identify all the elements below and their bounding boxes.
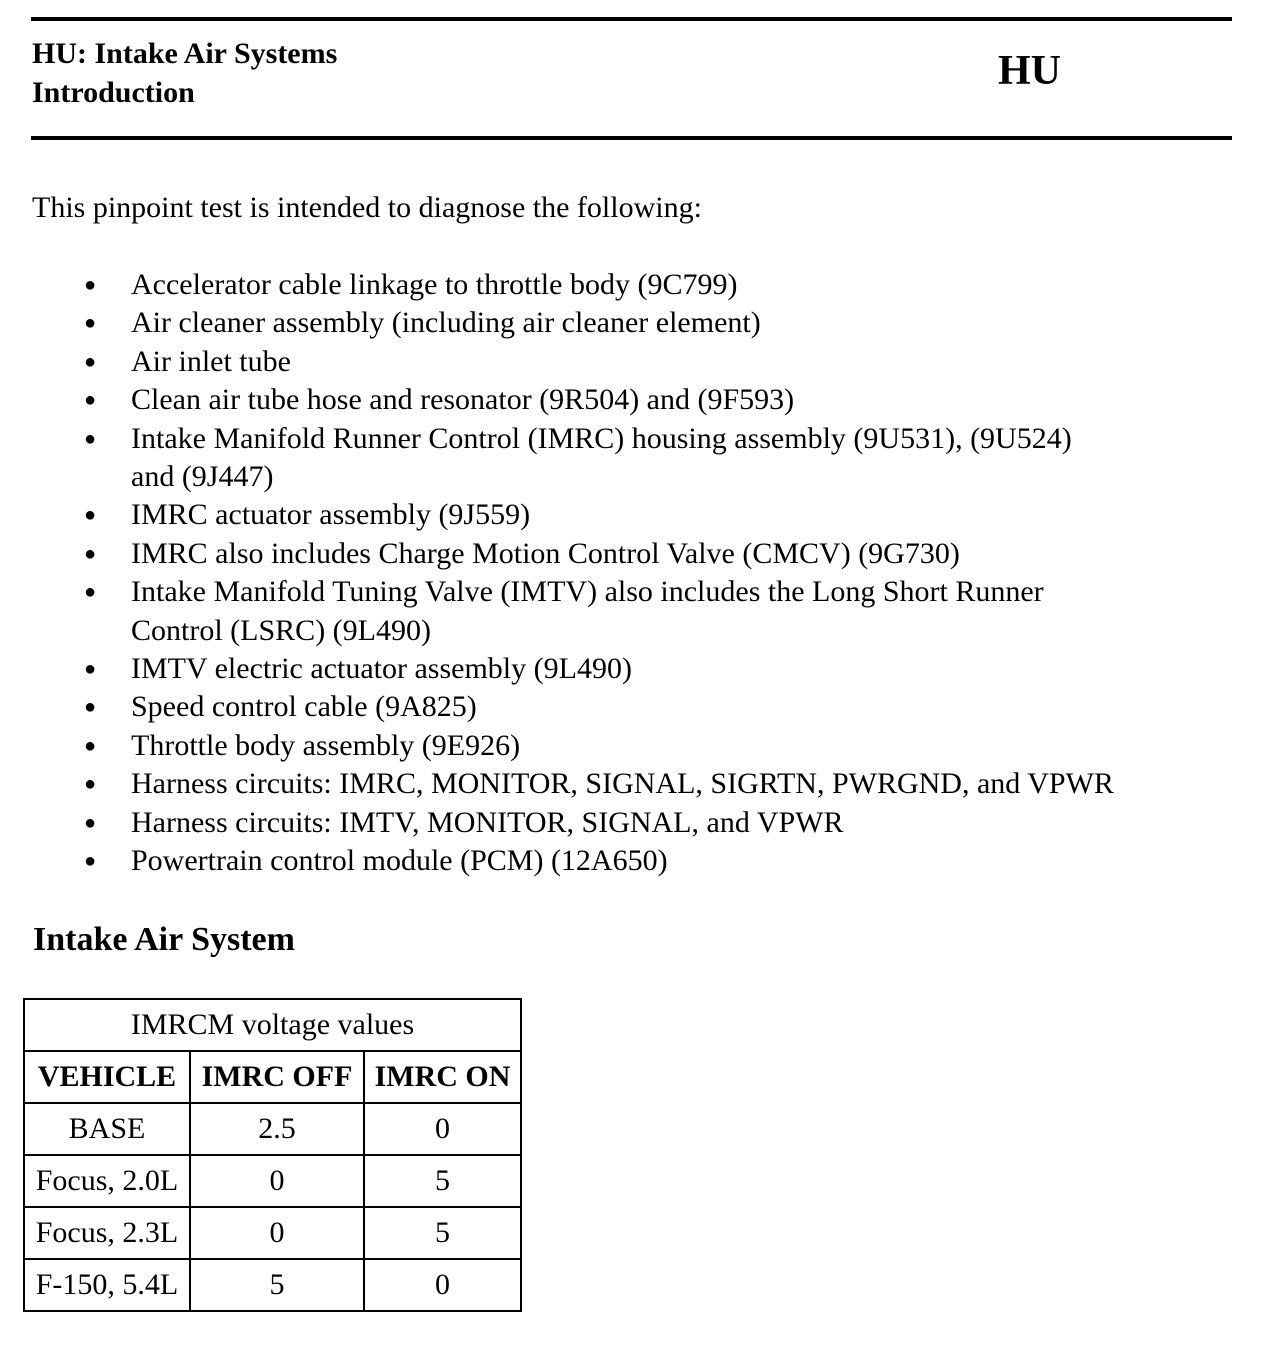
imrc-on-cell: 5 bbox=[364, 1207, 521, 1259]
list-item bbox=[0, 765, 1264, 803]
list-item bbox=[0, 535, 1264, 573]
list-item bbox=[0, 420, 1264, 497]
bullet-icon: ● bbox=[84, 734, 97, 757]
list-item-text: Harness circuits: IMTV, MONITOR, SIGNAL, and VPWR bbox=[131, 805, 844, 839]
vehicle-cell: Focus, 2.0L bbox=[24, 1155, 190, 1207]
bullet-icon: ● bbox=[84, 696, 97, 719]
column-header-imrc-off: IMRC OFF bbox=[190, 1051, 364, 1103]
list-item-text: Powertrain control module (PCM) (12A650) bbox=[131, 844, 668, 878]
list-item-text: IMTV electric actuator assembly (9L490) bbox=[131, 652, 632, 686]
imrc-off-cell: 5 bbox=[190, 1259, 364, 1311]
list-item bbox=[0, 650, 1264, 688]
list-item bbox=[0, 688, 1264, 726]
vehicle-cell: F-150, 5.4L bbox=[24, 1259, 190, 1311]
list-item-text: Speed control cable (9A825) bbox=[131, 690, 477, 724]
list-item bbox=[0, 304, 1264, 342]
header-title: HU: Intake Air Systems bbox=[32, 37, 338, 70]
table-row bbox=[24, 1155, 521, 1207]
list-item-text: Air cleaner assembly (including air cleaner element) bbox=[131, 306, 761, 340]
header-bottom-rule bbox=[31, 136, 1232, 140]
bullet-icon: ● bbox=[84, 581, 97, 604]
list-item bbox=[0, 266, 1264, 304]
bullet-icon: ● bbox=[84, 504, 97, 527]
vehicle-cell: BASE bbox=[24, 1103, 190, 1155]
list-item-text: Accelerator cable linkage to throttle body (9C799) bbox=[131, 268, 738, 301]
diagnosis-item-list bbox=[0, 266, 1264, 881]
imrc-on-cell: 5 bbox=[364, 1155, 521, 1207]
list-item-text: Control (LSRC) (9L490) bbox=[131, 613, 431, 647]
bullet-icon: ● bbox=[84, 811, 97, 834]
list-item bbox=[0, 727, 1264, 765]
list-item-text: and (9J447) bbox=[131, 460, 274, 494]
table-row bbox=[24, 1259, 521, 1311]
intro-text: This pinpoint test is intended to diagnose the following: bbox=[32, 191, 702, 224]
imrc-off-cell: 0 bbox=[190, 1155, 364, 1207]
table-header-row bbox=[24, 1051, 521, 1103]
list-item bbox=[0, 381, 1264, 419]
vehicle-cell: Focus, 2.3L bbox=[24, 1207, 190, 1259]
list-item-text: IMRC also includes Charge Motion Control Valve (CMCV) (9G730) bbox=[131, 536, 960, 570]
bullet-icon: ● bbox=[84, 427, 97, 450]
imrc-on-cell: 0 bbox=[364, 1259, 521, 1311]
list-item-text: IMRC actuator assembly (9J559) bbox=[131, 498, 531, 532]
table-row bbox=[24, 1207, 521, 1259]
section-code: HU bbox=[998, 48, 1061, 94]
list-item-text: Harness circuits: IMRC, MONITOR, SIGNAL, SIGRTN, PWRGND, and VPWR bbox=[131, 767, 1114, 801]
list-item-text: Intake Manifold Runner Control (IMRC) housing assembly (9U531), (9U524) bbox=[131, 421, 1072, 455]
list-item bbox=[0, 573, 1264, 650]
section-title: Intake Air System bbox=[33, 921, 295, 958]
imrc-off-cell: 2.5 bbox=[190, 1103, 364, 1155]
bullet-icon: ● bbox=[84, 850, 97, 873]
document-header bbox=[32, 34, 337, 112]
bullet-icon: ● bbox=[84, 274, 97, 296]
bullet-icon: ● bbox=[84, 773, 97, 796]
column-header-vehicle: VEHICLE bbox=[24, 1051, 190, 1103]
list-item bbox=[0, 842, 1264, 880]
top-rule bbox=[31, 17, 1232, 21]
imrc-on-cell: 0 bbox=[364, 1103, 521, 1155]
list-item-text: Throttle body assembly (9E926) bbox=[131, 728, 521, 762]
table-caption: IMRCM voltage values bbox=[24, 999, 521, 1051]
list-item bbox=[0, 804, 1264, 842]
list-item-text: Clean air tube hose and resonator (9R504) and (9F593) bbox=[131, 383, 795, 417]
bullet-icon: ● bbox=[84, 389, 97, 412]
list-item bbox=[0, 343, 1264, 381]
voltage-table bbox=[23, 998, 522, 1312]
imrc-off-cell: 0 bbox=[190, 1207, 364, 1259]
bullet-icon: ● bbox=[84, 312, 97, 335]
column-header-imrc-on: IMRC ON bbox=[364, 1051, 521, 1103]
list-item-text: Air inlet tube bbox=[131, 344, 291, 378]
table-row bbox=[24, 1103, 521, 1155]
list-item bbox=[0, 496, 1264, 534]
bullet-icon: ● bbox=[84, 542, 97, 565]
table-caption-row bbox=[24, 999, 521, 1051]
bullet-icon: ● bbox=[84, 658, 97, 681]
list-item-text: Intake Manifold Tuning Valve (IMTV) also includes the Long Short Runner bbox=[131, 575, 1044, 609]
bullet-icon: ● bbox=[84, 350, 97, 373]
header-subtitle: Introduction bbox=[32, 76, 195, 109]
